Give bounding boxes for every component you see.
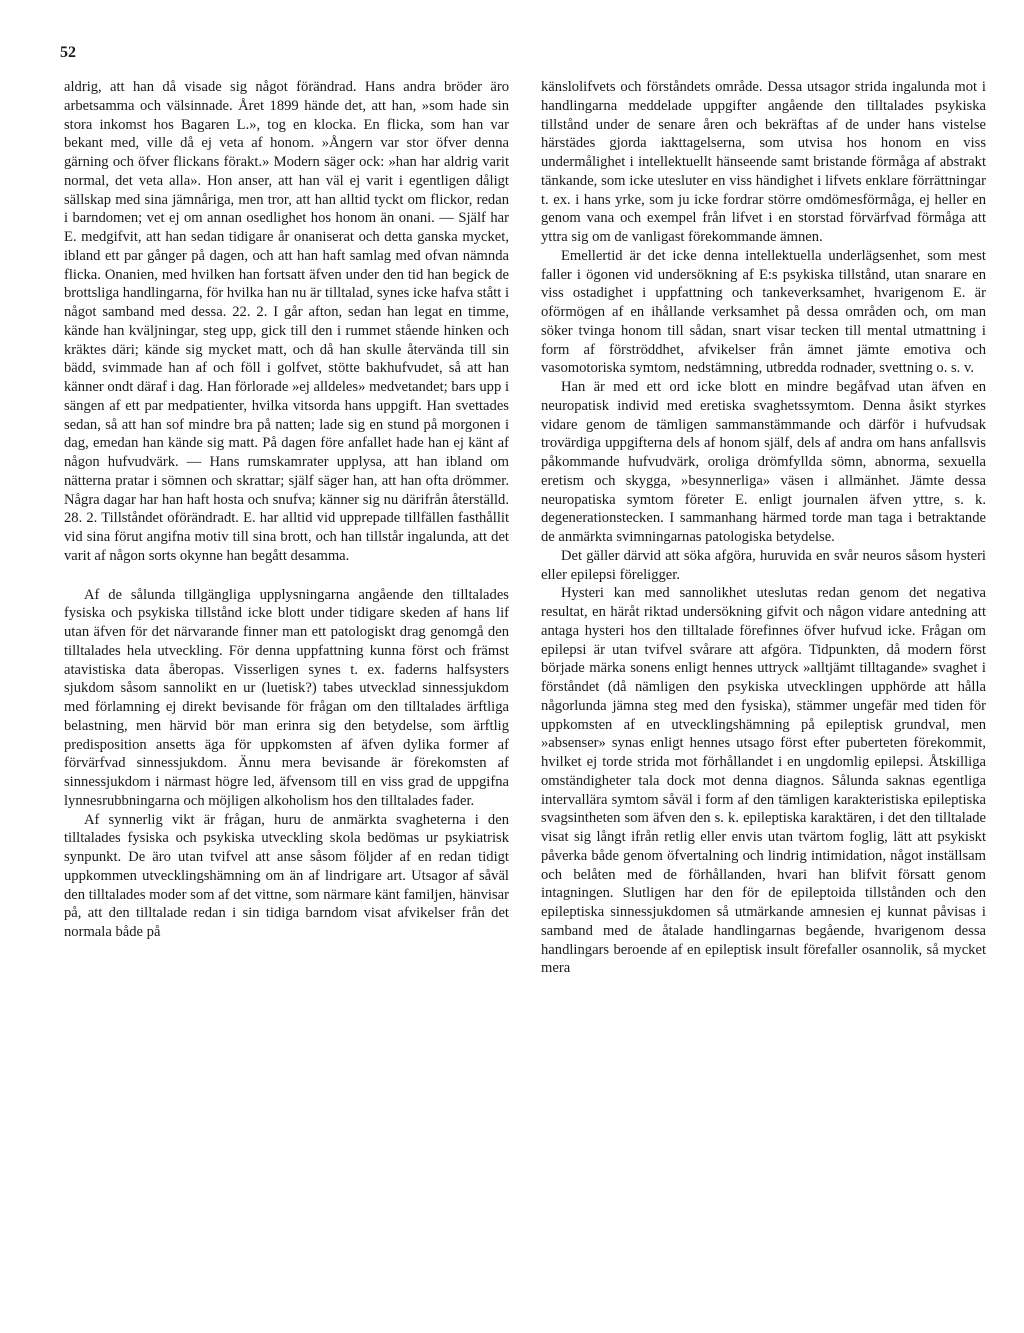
paragraph: Han är med ett ord icke blott en mindre begåfvad utan äfven en neuropatisk individ med eretiska svaghetssymtom. Denna åsikt styrkes vidare genom de tämligen sammanstämmande och därför i hufvudsak trovärdiga uppgifterna dels af honom själf, dels af andra om hans anfallsvis påkommande hufvudvärk, oroliga drömfyllda sömn, abnorma, sexuella eretism och skygga, »besynnerliga» väsen i allmänhet. Jämte dessa neuropatiska symtom företer E. enligt journalen äfven yttre, s. k. degenerationstecken. I sammanhang härmed torde man taga i betraktande de anmärkta svimningarnas patologiska betydelse. (541, 379, 986, 545)
paragraph: känslolifvets och förståndets område. Dessa utsagor strida ingalunda mot i handlingarna meddelade uppgifter angående den tilltalades psykiska tillstånd under de senare åren och bekräftas af de under hans vistelse härstädes gjorda iakttagelserna, som utvisa hos honom en viss undermålighet i intellektuellt hänseende samt bristande förmåga af abstrakt tänkande, som icke utesluter en viss händighet i lifvets enklare förrättningar t. ex. i hans yrke, som ju icke fordrar större omdömesförmåga, ej heller en genom vana och exempel från lifvet i en storstad förvärfvad förmåga att yttra sig om de vanligast förekommande ämnen. (541, 79, 986, 245)
paragraph: Det gäller därvid att söka afgöra, huruvida en svår neuros såsom hysteri eller epilepsi föreligger. (541, 547, 986, 583)
paragraph: aldrig, att han då visade sig något förändrad. Hans andra bröder äro arbetsamma och välsinnade. Året 1899 hände det, att han, »som hade sin stora inkomst hos Bagaren L.», tog en klocka. En flicka, som han var bekant med, ville då ej veta af honom. »Ångern var stor öfver denna gärning och öfver flickans förakt.» Modern säger ock: »han har aldrig varit normal, det veta alla». Hon anser, att han väl ej varit i egentligen dåligt sällskap med sina jämnåriga, men tror, att han alltid tyckt om flickor, redan i barndomen; vet ej om annan osedlighet hos honom än onani. — Själf har E. medgifvit, att han sedan tidigare år onaniserat och detta ganska mycket, ibland ett par gånger på dagen, och att han haft samlag med ofvan nämnda flicka. Onanien, med hvilken han fortsatt äfven under den tid han begick de brottsliga handlingarna, för hvilka han nu är tilltalad, synes icke hafva stått i något samband med dessa. 22. 2. I går afton, sedan han legat en timme, kände han kväljningar, steg upp, gick till den i rummet stående hinken och kräktes däri; kände sig mycket matt, och då han skulle återvända till sin bädd, svimmade han af och föll i golfvet, stötte bakhufvudet, så att han känner ondt däraf i dag. Han förlorade »ej alldeles» medvetandet; bars upp i sängen af ett par medpatienter, hvilka vitsorda hans uppgift. Han svettades sedan, så att han sof mindre bra på natten; lade sig en stund på morgonen i dag, emedan han kände sig matt. På dagen före anfallet hade han ej känt af någon hufvudvärk. — Hans rumskamrater upplysa, att han ibland om nätterna pratar i sömnen och skrattar; själf säger han, att han ofta drömmer. Några dagar har han haft hosta och snufva; känner sig nu därifrån återställd. 28. 2. Tillståndet oförändradt. E. har alltid vid upprepade tillfällen fasthållit vid sina förut angifna motiv till sina brott, och han tillstår ingalunda, att det varit af någon sorts okynne han begått desamma. (64, 79, 509, 564)
paragraph: Af de sålunda tillgängliga upplysningarna angående den tilltalades fysiska och psykiska tillstånd icke blott under tidigare skeden af hans lif utan äfven för det närvarande finner man ett patologiskt drag genomgå den tilltalades hela utveckling. För denna uppfattning kunna först och främst atavistiska data åberopas. Visserligen synes t. ex. faderns halfsysters sjukdom såsom sannolikt en ur (luetisk?) tabes utvecklad sinnessjukdom med förlamning ej direkt bevisande för frågan om den tilltalades ärftliga belastning, men härvid bör man erinra sig den betydelse, som ärftlig predisposition ansetts äga för uppkomsten af äfven dylika former af förvärfvad sinnessjukdom. Ännu mera bevisande är förekomsten af sinnessjukdom i närmast högre led, äfvensom till en viss grad de uppgifna lynnesrubbningarna och möjligen alkoholism hos den tilltalades fader. (64, 586, 509, 809)
paragraph: Hysteri kan med sannolikhet uteslutas redan genom det negativa resultat, en häråt riktad undersökning gifvit och någon vidare antedning att antaga hysteri hos den tilltalade förefinnes öfver hufvud icke. Frågan om epilepsi är utan tvifvel svårare att afgöra. Tidpunkten, då modern först började märka sonens enligt hennes uttryck »alltjämt tilltagande» svaghet i förståndet (då nämligen den psykiska utvecklingen upphörde att hålla någorlunda jämna steg med den fysiska), stämmer ungefär med tiden för uppkomsten af en utvecklingshämning på epileptisk grundval, men »absenser» synas enligt hennes utsago först efter puberteten förekommit, hvilket ej torde strida mot förhållandet i en ungdomlig epilepsi. Åtskilliga omständigheter tala dock mot denna diagnos. Sålunda saknas egentliga intervallära symtom såväl i form af den tämligen karakteristiska epileptiska svagsintheten som äfven den s. k. epileptiska karaktären, i det den tilltalade visat sig långt ifrån retlig eller envis utan tvärtom foglig, lätt att psykiskt påverka både genom öfvertalning och lindrig intimidation, något inställsam och belåten med de förhållanden, hvari han blifvit försatt genom intagningen. Slutligen har den för de epileptoida tillstånden och den epileptiska sinnessjukdomen så utmärkande amnesien ej kunnat påvisas i samband med de åtalade handlingarnas begående, hvarigenom dessa handlingars beroende af en epileptisk insult förefaller osannolik, så mycket mera (541, 585, 986, 977)
left-column (64, 78, 509, 942)
page-number: 52 (60, 44, 76, 61)
right-column (541, 78, 986, 978)
paragraph: Emellertid är det icke denna intellektuella underlägsenhet, som mest faller i ögonen vid undersökning af E:s psykiska tillstånd, utan snarare en viss ostadighet i uppfattning och tankeverksamhet, hvarigenom E. är oförmögen af en ihållande verksamhet på dessa områden och, om man söker tvinga honom till sådan, snart visar tecken till mental utmattning i form af förströddhet, afvikelser från ämnet jämte emotiva och vasomotoriska symtom, nedstämning, utbredda rodnader, svettning o. s. v. (541, 247, 986, 377)
paragraph: Af synnerlig vikt är frågan, huru de anmärkta svagheterna i den tilltalades fysiska och psykiska utveckling skola bedömas ur psykiatrisk synpunkt. De äro utan tvifvel att anse såsom följder af en redan tidigt uppkommen utvecklingshämning om än af lindrigare art. Utsagor af såväl den tilltalades moder som af det vittne, som närmare känt familjen, hänvisar på, att den tilltalade redan i sin tidiga barndom visat afvikelser från det normala både på (64, 811, 509, 940)
